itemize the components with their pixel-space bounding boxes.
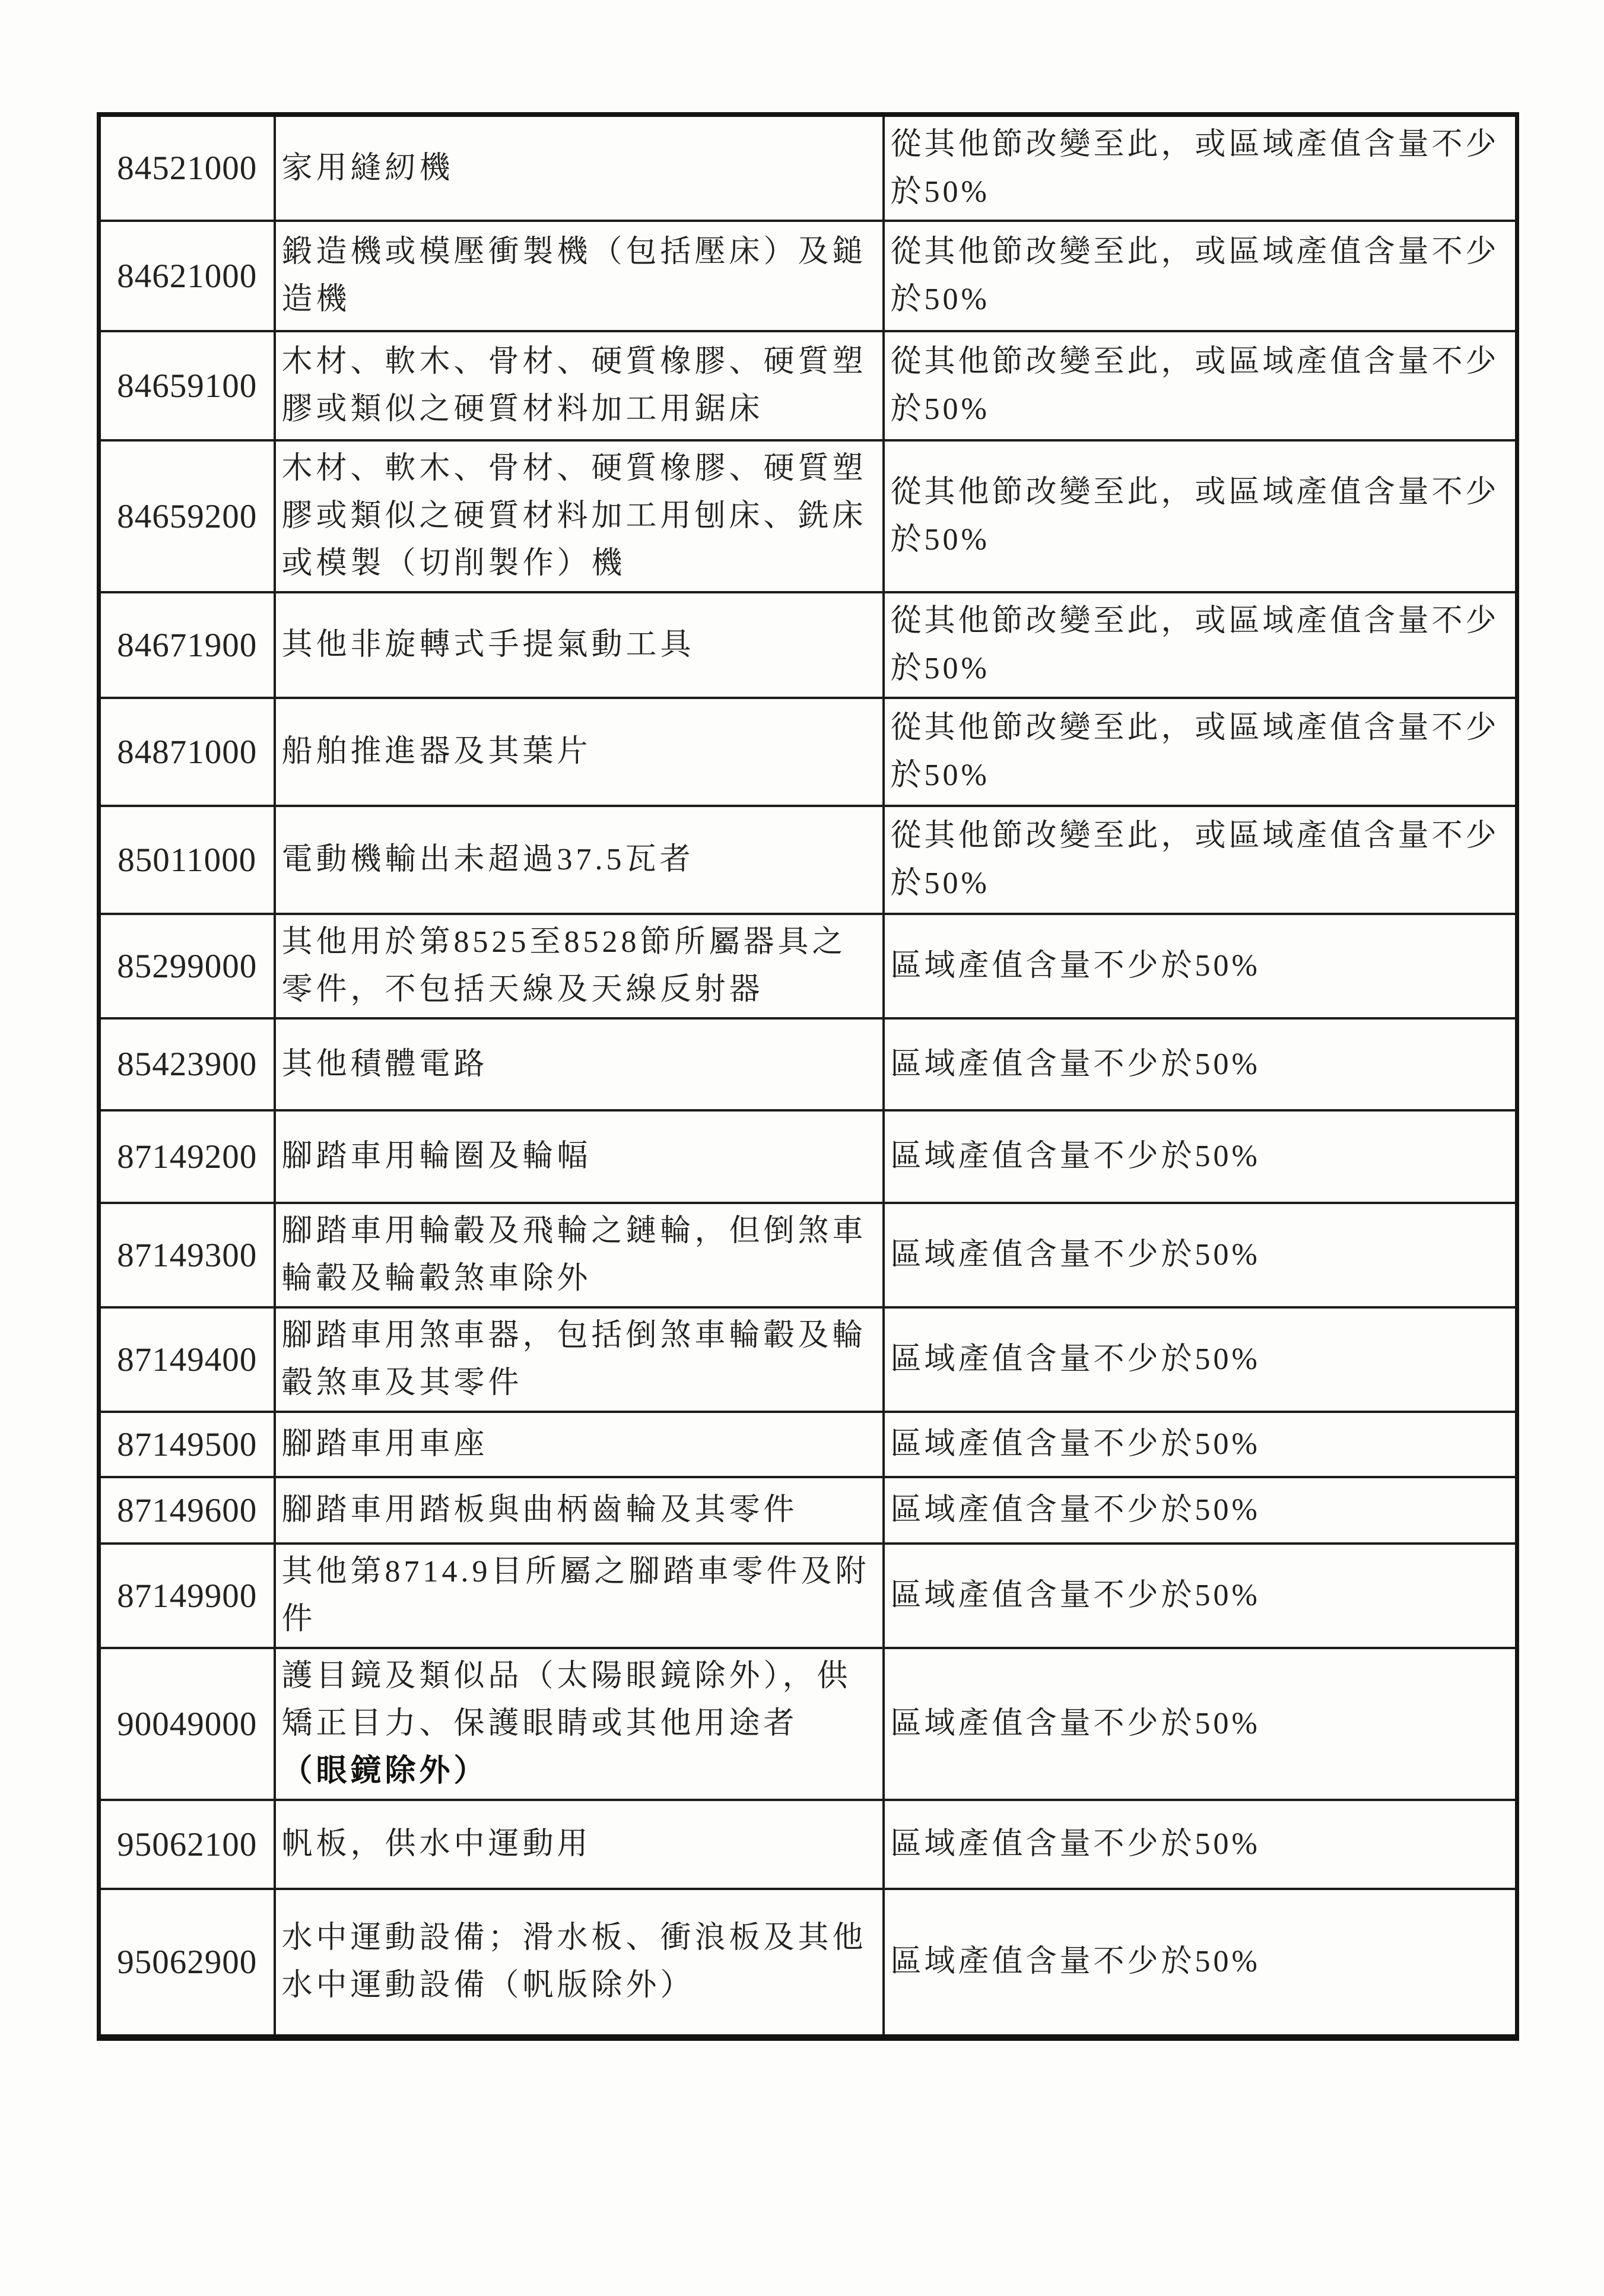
- origin-rule-text: 區域產值含量不少於50%: [890, 1827, 1260, 1861]
- hs-code: 87149500: [117, 1425, 258, 1463]
- table-row: [99, 1477, 1517, 1544]
- hs-code: 87149300: [117, 1236, 258, 1274]
- origin-rule-text: 區域產值含量不少於50%: [890, 1579, 1260, 1612]
- table-row: [99, 440, 1517, 592]
- origin-rule-text: 區域產值含量不少於50%: [890, 1139, 1260, 1173]
- origin-rule-text: 從其他節改變至此，或區域產值含量不少於50%: [890, 475, 1500, 557]
- description-text: 船舶推進器及其葉片: [281, 735, 592, 768]
- description-text: 腳踏車用輪轂及飛輪之鏈輪，但倒煞車輪轂及輪轂煞車除外: [281, 1214, 867, 1295]
- origin-rule-text: 區域產值含量不少於50%: [890, 1707, 1260, 1741]
- hs-code-cell: [99, 1800, 275, 1889]
- table-row: [99, 698, 1517, 806]
- hs-code-cell: [99, 1648, 275, 1800]
- hs-code: 95062900: [117, 1943, 258, 1981]
- origin-rule-cell: [884, 440, 1517, 592]
- origin-rule-cell: [884, 1412, 1517, 1477]
- origin-rule-cell: [884, 331, 1517, 440]
- origin-rule-cell: [884, 1648, 1517, 1800]
- hs-code-cell: [99, 1018, 275, 1110]
- hs-code-cell: [99, 914, 275, 1018]
- origin-rule-cell: [884, 1477, 1517, 1544]
- description-text: 其他用於第8525至8528節所屬器具之零件，不包括天線及天線反射器: [281, 925, 847, 1006]
- origin-rule-cell: [884, 1110, 1517, 1203]
- hs-code-cell: [99, 1412, 275, 1477]
- hs-code-cell: [99, 221, 275, 331]
- description-text: 腳踏車用車座: [281, 1427, 488, 1461]
- hs-code-cell: [99, 1544, 275, 1648]
- description-cell: [275, 1203, 884, 1307]
- description-cell: [275, 698, 884, 806]
- table-row: [99, 1800, 1517, 1889]
- description-cell: [275, 914, 884, 1018]
- hs-code-cell: [99, 1203, 275, 1307]
- hs-code: 87149600: [117, 1491, 258, 1529]
- description-text: 帆板，供水中運動用: [281, 1827, 592, 1861]
- table-row: [99, 592, 1517, 698]
- hs-code: 84621000: [117, 257, 258, 295]
- origin-rule-text: 從其他節改變至此，或區域產值含量不少於50%: [890, 235, 1500, 316]
- origin-rule-text: 區域產值含量不少於50%: [890, 1493, 1260, 1527]
- description-cell: [275, 1412, 884, 1477]
- description-cell: [275, 592, 884, 698]
- description-text: 鍛造機或模壓衝製機（包括壓床）及鎚造機: [281, 235, 867, 316]
- table-row: [99, 914, 1517, 1018]
- rules-table-body: [99, 115, 1517, 2037]
- hs-code: 84521000: [117, 150, 258, 187]
- origin-rule-text: 從其他節改變至此，或區域產值含量不少於50%: [890, 711, 1500, 792]
- description-cell: [275, 1018, 884, 1110]
- hs-code-cell: [99, 440, 275, 592]
- table-row: [99, 115, 1517, 221]
- origin-rule-cell: [884, 1203, 1517, 1307]
- description-text: 電動機輸出未超過37.5瓦者: [281, 843, 694, 877]
- description-text: 其他第8714.9目所屬之腳踏車零件及附件: [281, 1555, 870, 1636]
- description-text: 護目鏡及類似品（太陽眼鏡除外），供矯正目力、保護眼睛或其他用途者: [281, 1659, 852, 1741]
- table-row: [99, 1412, 1517, 1477]
- origin-rule-text: 區域產值含量不少於50%: [890, 1047, 1260, 1081]
- hs-code: 87149900: [117, 1577, 258, 1615]
- hs-code: 85011000: [117, 841, 257, 879]
- description-text: 腳踏車用煞車器，包括倒煞車輪轂及輪轂煞車及其零件: [281, 1319, 867, 1400]
- hs-code: 87149400: [117, 1341, 258, 1379]
- hs-code-cell: [99, 1307, 275, 1412]
- table-row: [99, 1018, 1517, 1110]
- hs-code-cell: [99, 806, 275, 914]
- origin-rule-text: 區域產值含量不少於50%: [890, 1427, 1260, 1461]
- hs-code: 84871000: [117, 733, 258, 771]
- hs-code: 84659200: [117, 497, 258, 535]
- table-row: [99, 1110, 1517, 1203]
- origin-rule-text: 區域產值含量不少於50%: [890, 1342, 1260, 1376]
- origin-rule-cell: [884, 1018, 1517, 1110]
- table-row: [99, 331, 1517, 440]
- hs-code: 85299000: [117, 947, 258, 985]
- description-cell: [275, 221, 884, 331]
- description-cell: [275, 1889, 884, 2037]
- origin-rule-cell: [884, 592, 1517, 698]
- hs-code-cell: [99, 698, 275, 806]
- origin-rule-text: 區域產值含量不少於50%: [890, 1945, 1260, 1979]
- table-row: [99, 1648, 1517, 1800]
- hs-code-cell: [99, 115, 275, 221]
- origin-rule-cell: [884, 1307, 1517, 1412]
- origin-rule-text: 從其他節改變至此，或區域產值含量不少於50%: [890, 345, 1500, 426]
- origin-rule-text: 從其他節改變至此，或區域產值含量不少於50%: [890, 127, 1500, 209]
- hs-code: 90049000: [117, 1705, 258, 1743]
- description-cell: [275, 1110, 884, 1203]
- origin-rule-text: 區域產值含量不少於50%: [890, 1238, 1260, 1272]
- description-cell: [275, 1800, 884, 1889]
- description-text: 木材、軟木、骨材、硬質橡膠、硬質塑膠或類似之硬質材料加工用鋸床: [281, 345, 867, 426]
- description-text: 其他非旋轉式手提氣動工具: [281, 628, 695, 662]
- hs-code: 87149200: [117, 1138, 258, 1176]
- description-text: 腳踏車用踏板與曲柄齒輪及其零件: [281, 1493, 798, 1527]
- description-cell: [275, 440, 884, 592]
- description-cell: [275, 115, 884, 221]
- hs-code: 84659100: [117, 367, 258, 405]
- description-bold-note: （眼鏡除外）: [281, 1754, 488, 1788]
- table-row: [99, 1203, 1517, 1307]
- table-row: [99, 221, 1517, 331]
- origin-rule-cell: [884, 1889, 1517, 2037]
- table-row: [99, 1307, 1517, 1412]
- origin-rule-text: 區域產值含量不少於50%: [890, 949, 1260, 983]
- description-text: 腳踏車用輪圈及輪幅: [281, 1139, 592, 1173]
- hs-code-cell: [99, 331, 275, 440]
- origin-rule-cell: [884, 806, 1517, 914]
- origin-rule-cell: [884, 1800, 1517, 1889]
- origin-rule-cell: [884, 914, 1517, 1018]
- origin-rule-cell: [884, 1544, 1517, 1648]
- origin-rule-cell: [884, 698, 1517, 806]
- table-row: [99, 806, 1517, 914]
- description-text: 水中運動設備；滑水板、衝浪板及其他水中運動設備（帆版除外）: [281, 1921, 867, 2003]
- hs-code: 84671900: [117, 626, 258, 664]
- description-cell: [275, 1648, 884, 1800]
- description-cell: [275, 1307, 884, 1412]
- hs-code: 95062100: [117, 1825, 258, 1863]
- description-cell: [275, 806, 884, 914]
- description-cell: [275, 1544, 884, 1648]
- description-text: 木材、軟木、骨材、硬質橡膠、硬質塑膠或類似之硬質材料加工用刨床、銑床或模製（切削製作）機: [281, 452, 867, 580]
- description-text: 其他積體電路: [281, 1047, 488, 1081]
- hs-code-cell: [99, 1110, 275, 1203]
- origin-rule-text: 從其他節改變至此，或區域產值含量不少於50%: [890, 819, 1500, 900]
- origin-rule-cell: [884, 115, 1517, 221]
- description-cell: [275, 1477, 884, 1544]
- hs-code: 85423900: [117, 1046, 258, 1083]
- hs-code-cell: [99, 1477, 275, 1544]
- table-row: [99, 1889, 1517, 2037]
- description-cell: [275, 331, 884, 440]
- hs-code-cell: [99, 1889, 275, 2037]
- description-text: 家用縫紉機: [281, 151, 454, 185]
- origin-rule-cell: [884, 221, 1517, 331]
- origin-rule-text: 從其他節改變至此，或區域產值含量不少於50%: [890, 604, 1500, 685]
- table-row: [99, 1544, 1517, 1648]
- hs-code-cell: [99, 592, 275, 698]
- rules-of-origin-table: [97, 112, 1519, 2041]
